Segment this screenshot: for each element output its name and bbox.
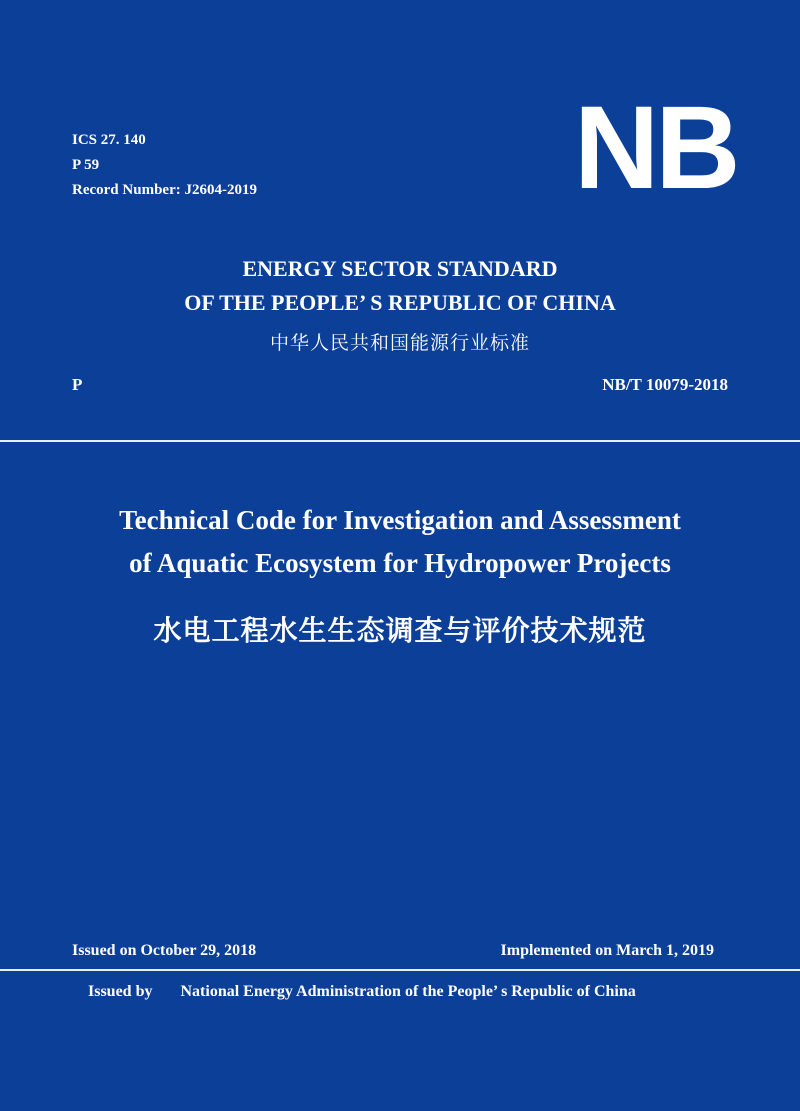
document-title-line2: of Aquatic Ecosystem for Hydropower Projects [129, 548, 671, 578]
agency-title-line1: ENERGY SECTOR STANDARD [242, 256, 558, 281]
agency-title-line2: OF THE PEOPLE’ S REPUBLIC OF CHINA [184, 290, 616, 315]
issuer-line [88, 983, 636, 1001]
standard-number: NB/T 10079-2018 [602, 375, 728, 394]
issuer-label: Issued by [88, 983, 153, 1000]
ics-code: ICS 27. 140 [72, 132, 146, 148]
implemented-date: Implemented on March 1, 2019 [500, 942, 714, 959]
divider-bottom [0, 969, 800, 971]
metadata-block [72, 128, 257, 203]
agency-title-chinese: 中华人民共和国能源行业标准 [269, 332, 530, 354]
ccs-code: P 59 [72, 157, 100, 173]
document-title-chinese: 水电工程水生生态调查与评价技术规范 [153, 614, 647, 647]
record-number: Record Number: J2604-2019 [72, 182, 257, 198]
issuer-name: National Energy Administration of the People’ s Republic of China [180, 983, 636, 1000]
document-title-line1: Technical Code for Investigation and Assessment [119, 505, 681, 535]
nb-logo: NB [574, 82, 737, 214]
issued-date: Issued on October 29, 2018 [72, 942, 257, 959]
divider-top [0, 440, 800, 442]
category-code: P [72, 375, 83, 394]
